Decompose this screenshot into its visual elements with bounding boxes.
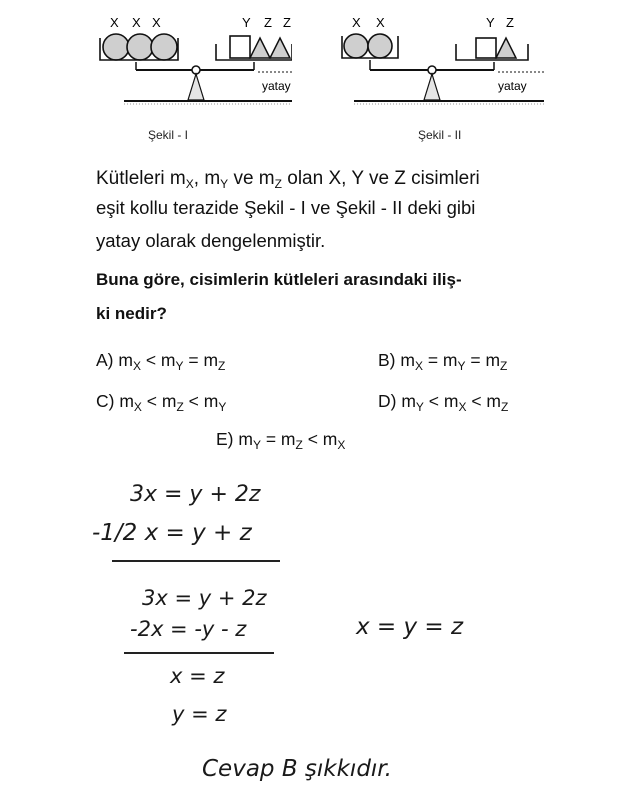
square-y [476, 38, 496, 58]
handwritten-answer: Cevap B şıkkıdır. [202, 756, 392, 782]
label-x: X [376, 15, 385, 30]
question-line-2: eşit kollu terazide Şekil - I ve Şekil - II deki gibi [96, 197, 476, 218]
question-line-1: Kütleleri $m_X$, $m_Y$ ve $m_Z$ olan X, Y ve Z cisimleri [96, 168, 480, 191]
label-z: Z [283, 15, 291, 30]
label-x: X [132, 15, 141, 30]
underline-2 [124, 652, 274, 654]
handwritten-equation-1: 3x = y + 2z [130, 482, 261, 507]
handwritten-equation-6: y = z [172, 702, 227, 726]
figure-1 [92, 0, 292, 130]
label-x: X [110, 15, 119, 30]
label-x: X [152, 15, 161, 30]
question-prompt-line-2: ki nedir? [96, 304, 167, 323]
handwritten-conclusion: x = y = z [356, 614, 464, 640]
label-z: Z [506, 15, 514, 30]
balance-diagram-1 [92, 0, 292, 130]
label-x: X [352, 15, 361, 30]
handwritten-equation-5: x = z [170, 664, 225, 688]
figure-2-caption: Şekil - II [418, 128, 462, 142]
square-y [230, 36, 250, 58]
level-label: yatay [498, 79, 527, 93]
handwritten-equation-4: -2x = -y - z [130, 617, 247, 641]
handwritten-equation-2: -1/2 x = y + z [92, 520, 252, 546]
label-y: Y [486, 15, 495, 30]
ball-x-group [344, 34, 392, 58]
handwritten-equation-3: 3x = y + 2z [142, 586, 267, 610]
ball-x-group [103, 34, 177, 60]
option-e[interactable]: E) $m_Y = m_Z < m_X$ [216, 429, 346, 452]
figure-1-caption: Şekil - I [148, 128, 189, 142]
level-label: yatay [262, 79, 291, 93]
option-d[interactable]: D) $m_Y < m_X < m_Z$ [378, 391, 509, 414]
label-y: Y [242, 15, 251, 30]
option-a[interactable]: A) $m_X < m_Y = m_Z$ [96, 350, 226, 373]
option-c[interactable]: C) $m_X < m_Z < m_Y$ [96, 391, 227, 414]
figure-2 [326, 0, 546, 130]
balance-diagram-2 [326, 0, 546, 130]
option-b[interactable]: B) $m_X = m_Y = m_Z$ [378, 350, 508, 373]
label-z: Z [264, 15, 272, 30]
question-line-3: yatay olarak dengelenmiştir. [96, 230, 326, 251]
question-prompt-line-1: Buna göre, cisimlerin kütleleri arasındaki iliş- [96, 270, 462, 289]
underline-1 [112, 560, 280, 562]
